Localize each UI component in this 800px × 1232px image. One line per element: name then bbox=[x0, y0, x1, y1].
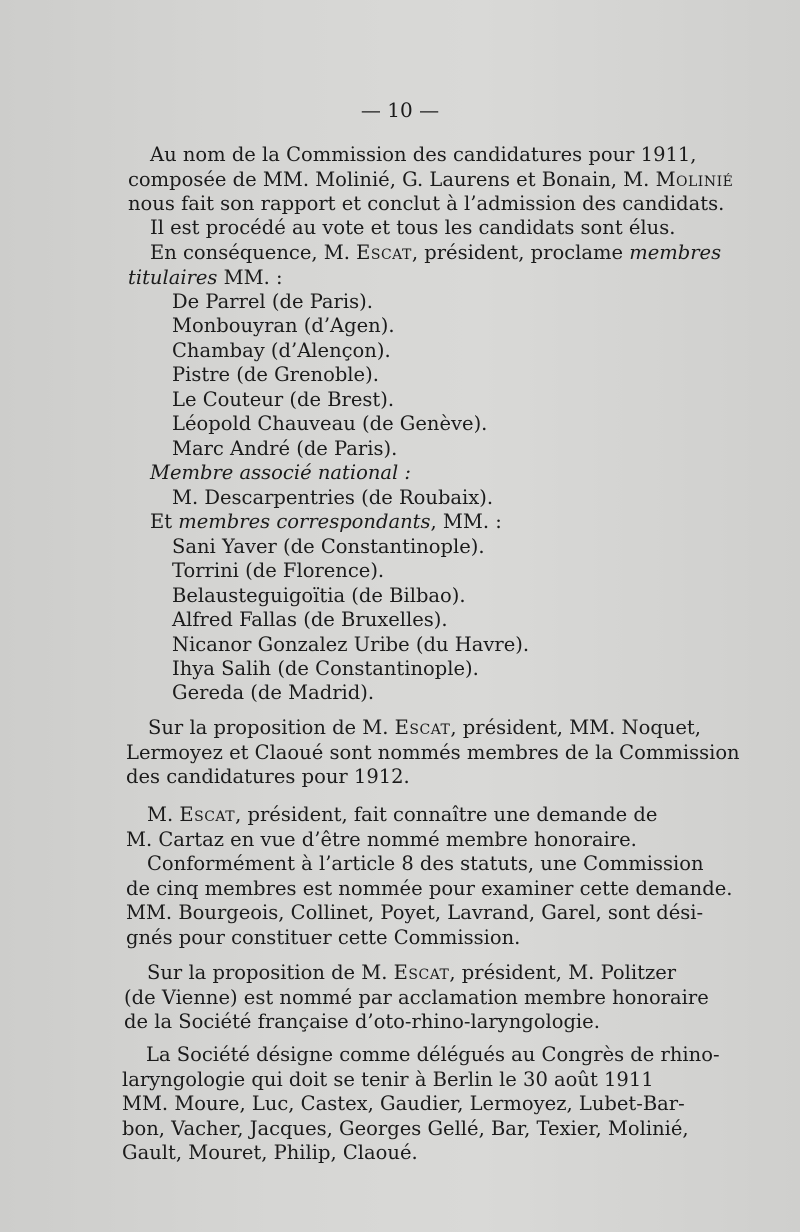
para4-line2: Lermoyez et Claoué sont nommés membres de la Commission bbox=[126, 741, 740, 764]
name-escat-smallcaps: Escat bbox=[394, 716, 451, 739]
correspondant-item: Torrini (de Florence). bbox=[172, 559, 385, 582]
associe-heading: Membre associé national : bbox=[150, 461, 412, 484]
para3-italic-membres: membres bbox=[629, 241, 722, 264]
correspondants-heading bbox=[150, 510, 502, 534]
titulaire-item: Marc André (de Paris). bbox=[172, 437, 398, 460]
name-escat-smallcaps: Escat bbox=[393, 961, 450, 984]
titulaire-item: Léopold Chauveau (de Genève). bbox=[172, 412, 488, 435]
para6-line4: gnés pour constituer cette Commission. bbox=[126, 926, 521, 949]
para4-line1 bbox=[148, 716, 701, 740]
correspondants-heading-a: Et bbox=[150, 510, 179, 533]
para7-line1 bbox=[147, 961, 676, 985]
para7-text-a: Sur la proposition de M. bbox=[147, 961, 394, 984]
para8-line1: La Société désigne comme délégués au Congrès de rhino- bbox=[146, 1043, 720, 1066]
para3-text-c: , président, proclame bbox=[411, 241, 630, 264]
correspondant-item: Nicanor Gonzalez Uribe (du Havre). bbox=[172, 633, 530, 656]
para8-line2: laryngologie qui doit se tenir à Berlin le 30 août 1911 bbox=[122, 1068, 654, 1091]
correspondant-item: Gereda (de Madrid). bbox=[172, 681, 375, 704]
para7-text-c: , président, M. Politzer bbox=[449, 961, 677, 984]
para3-line2 bbox=[128, 266, 283, 290]
associe-item: M. Descarpentries (de Roubaix). bbox=[172, 486, 494, 509]
correspondants-heading-italic: membres correspondants bbox=[178, 510, 431, 533]
para5-line2: M. Cartaz en vue d’être nommé membre honoraire. bbox=[126, 828, 637, 851]
para5-line1 bbox=[147, 803, 657, 827]
correspondant-item: Sani Yaver (de Constantinople). bbox=[172, 535, 485, 558]
para4-text-c: , président, MM. Noquet, bbox=[450, 716, 701, 739]
para7-line2: (de Vienne) est nommé par acclamation membre honoraire bbox=[124, 986, 709, 1009]
para3-italic-titulaires: titulaires bbox=[128, 266, 218, 289]
name-escat-smallcaps: Escat bbox=[179, 803, 236, 826]
para1-line2-text: composée de MM. Molinié, G. Laurens et Bonain, M. bbox=[128, 168, 656, 191]
name-escat-smallcaps: Escat bbox=[356, 241, 412, 264]
para2-line: Il est procédé au vote et tous les candidats sont élus. bbox=[150, 216, 676, 239]
titulaire-item: Monbouyran (d’Agen). bbox=[172, 314, 395, 337]
name-molinie-smallcaps: Molinié bbox=[655, 168, 734, 191]
titulaire-item: Le Couteur (de Brest). bbox=[172, 388, 395, 411]
para6-line2: de cinq membres est nommée pour examiner cette demande. bbox=[126, 877, 733, 900]
para8-line5: Gault, Mouret, Philip, Claoué. bbox=[122, 1141, 418, 1164]
para3-line1 bbox=[150, 241, 721, 265]
titulaire-item: Chambay (d’Alençon). bbox=[172, 339, 391, 362]
para4-text-a: Sur la proposition de M. bbox=[148, 716, 395, 739]
para3-text-a: En conséquence, M. bbox=[150, 241, 357, 264]
correspondant-item: Ihya Salih (de Constantinople). bbox=[172, 657, 479, 680]
para6-line1: Conformément à l’article 8 des statuts, une Commission bbox=[147, 852, 704, 875]
titulaire-item: Pistre (de Grenoble). bbox=[172, 363, 379, 386]
correspondants-heading-c: , MM. : bbox=[430, 510, 502, 533]
para5-text-c: , président, fait connaître une demande de bbox=[235, 803, 658, 826]
para5-text-a: M. bbox=[147, 803, 180, 826]
para6-line3: MM. Bourgeois, Collinet, Poyet, Lavrand, Garel, sont dési- bbox=[126, 901, 704, 924]
page-number: — 10 — bbox=[360, 98, 440, 122]
para7-line3: de la Société française d’oto-rhino-laryngologie. bbox=[124, 1010, 600, 1033]
para1-line1: Au nom de la Commission des candidatures pour 1911, bbox=[150, 143, 697, 166]
para1-line3: nous fait son rapport et conclut à l’admission des candidats. bbox=[128, 192, 725, 215]
para8-line4: bon, Vacher, Jacques, Georges Gellé, Bar, Texier, Molinié, bbox=[122, 1117, 689, 1140]
para3-text-mm: MM. : bbox=[217, 266, 283, 289]
para8-line3: MM. Moure, Luc, Castex, Gaudier, Lermoyez, Lubet-Bar- bbox=[122, 1092, 685, 1115]
correspondant-item: Belausteguigoïtia (de Bilbao). bbox=[172, 584, 466, 607]
para4-line3: des candidatures pour 1912. bbox=[126, 765, 410, 788]
para1-line2 bbox=[128, 168, 733, 192]
titulaire-item: De Parrel (de Paris). bbox=[172, 290, 373, 313]
correspondant-item: Alfred Fallas (de Bruxelles). bbox=[172, 608, 448, 631]
